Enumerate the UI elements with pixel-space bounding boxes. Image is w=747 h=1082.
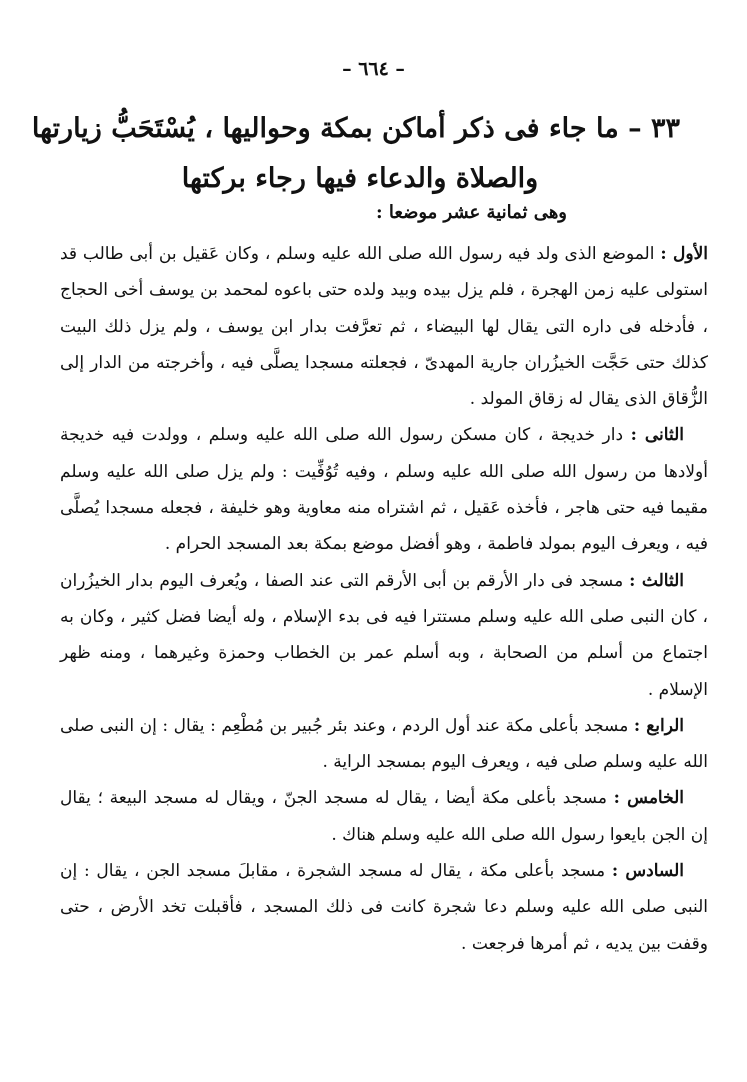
paragraph-lead: السادس :	[611, 861, 684, 882]
paragraph-text: مسجد بأعلى مكة أيضا ، يقال له مسجد الجنّ ، ويقال له مسجد البيعة ؛ يقال إن الجن بايعوا رسول الله صلى الله عليه وسلم هناك .	[60, 788, 708, 845]
page-number: – ٦٦٤ –	[342, 58, 405, 80]
paragraph-lead: الثانى :	[630, 425, 685, 446]
paragraph-lead: الرابع :	[633, 715, 684, 736]
paragraph-lead: الخامس :	[613, 788, 684, 809]
paragraph-fifth	[60, 780, 708, 853]
paragraph-text: الموضع الذى ولد فيه رسول الله صلى الله عليه وسلم ، وكان عَقيل بن أبى طالب قد استولى عليه زمن الهجرة ، فلم يزل بيده وبيد ولده حتى باعوه لمحمد بن يوسف أخى الحجاج ، فأدخله فى داره التى يقال لها البيضاء ، ثم تعرَّفت بدار ابن يوسف ، ولم يزل ذلك البيت كذلك حتى حَجَّت الخيزُران جارية المهدىّ ، فجعلته مسجدا يصلَّى فيه ، وأخرجته من الدار إلى الزُّقاق الذى يقال له زقاق المولد .	[60, 244, 708, 410]
chapter-title-line-1: ٣٣ – ما جاء فى ذكر أماكن بمكة وحواليها ، يُسْتَحَبُّ زيارتها	[31, 113, 680, 144]
paragraph-third	[60, 563, 708, 708]
intro-line: وهى ثمانية عشر موضعا :	[375, 202, 567, 223]
paragraph-text: مسجد بأعلى مكة ، يقال له مسجد الشجرة ، مقابلَ مسجد الجن ، يقال : إن النبى صلى الله عليه وسلم دعا شجرة كانت فى ذلك المسجد ، فأقبلت تخد الأرض ، حتى وقفت بين يديه ، ثم أمرها فرجعت .	[60, 861, 708, 954]
paragraph-text: دار خديجة ، كان مسكن رسول الله صلى الله عليه وسلم ، وولدت فيه خديجة أولادها من رسول الله صلى الله عليه وسلم ، وفيه تُوُفِّيت : ولم يزل صلى الله عليه وسلم مقيما فيه حتى هاجر ، فأخذه عَقيل ، ثم اشتراه منه معاوية وهو خليفة ، فجعله مسجدا يُصلَّى فيه ، ويعرف اليوم بمولد فاطمة ، وهو أفضل موضع بمكة بعد المسجد الحرام .	[60, 425, 708, 555]
paragraph-lead: الأول :	[660, 244, 708, 264]
chapter-title	[31, 104, 680, 204]
paragraph-sixth	[60, 853, 708, 962]
paragraph-text: مسجد بأعلى مكة عند أول الردم ، وعند بئر جُبير بن مُطْعِم : يقال : إن النبى صلى الله عليه وسلم صلى فيه ، ويعرف اليوم بمسجد الراية .	[60, 715, 708, 773]
body-text	[60, 236, 708, 962]
paragraph-fourth	[60, 708, 708, 781]
paragraph-first	[60, 236, 708, 417]
paragraph-text: مسجد فى دار الأرقم بن أبى الأرقم التى عند الصفا ، ويُعرف اليوم بدار الخيزُران ، كان النبى صلى الله عليه وسلم مستترا فيه فى بدء الإسلام ، وله أيضا فضل كثير ، وكان به اجتماع من أسلم من الصحابة ، وبه أسلم عمر بن الخطاب وحمزة وغيرهما ، ومنه ظهر الإسلام .	[60, 570, 708, 700]
paragraph-second	[60, 417, 708, 562]
chapter-title-line-2: والصلاة والدعاء فيها رجاء بركتها	[181, 163, 539, 194]
paragraph-lead: الثالث :	[629, 570, 684, 591]
